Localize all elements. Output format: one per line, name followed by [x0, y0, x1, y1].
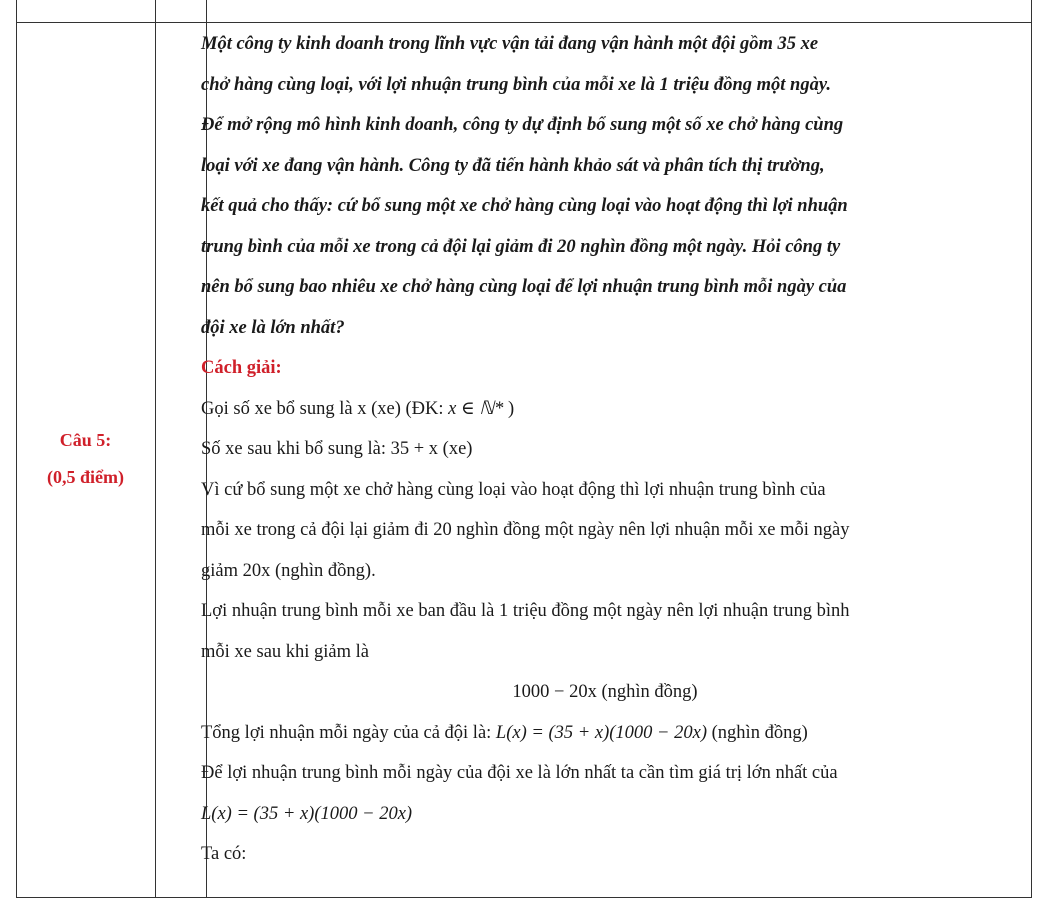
- solution-line: Ta có:: [201, 844, 247, 864]
- problem-line: chở hàng cùng loại, với lợi nhuận trung bình của mỗi xe là 1 triệu đồng một ngày.: [201, 74, 831, 95]
- math-expression: L(x) = (35 + x)(1000 − 20x): [495, 722, 708, 743]
- solution-line: Để lợi nhuận trung bình mỗi ngày của đội xe là lớn nhất ta cần tìm giá trị lớn nhất của: [201, 763, 838, 783]
- math-expression: x ∈ ℕ*: [448, 398, 504, 419]
- question-points: (0,5 điểm): [47, 467, 124, 487]
- solution-line: giảm 20x (nghìn đồng).: [201, 560, 376, 581]
- problem-line: trung bình của mỗi xe trong cả đội lại giảm đi 20 nghìn đồng một ngày. Hỏi công ty: [201, 236, 841, 257]
- table-border-top-row: [16, 22, 1032, 23]
- solution-line-total-profit: [201, 713, 1009, 754]
- table-border-bottom: [16, 897, 1032, 898]
- solution-line: Số xe sau khi bổ sung là: 35 + x (xe): [201, 439, 473, 459]
- table-border-right: [1031, 0, 1032, 898]
- solution-formula-centered: 1000 − 20x (nghìn đồng): [512, 682, 698, 702]
- problem-line: Để mở rộng mô hình kinh doanh, công ty dự định bổ sung một số xe chở hàng cùng: [201, 115, 844, 135]
- solution-line: mỗi xe sau khi giảm là: [201, 641, 370, 662]
- solution-text: Tổng lợi nhuận mỗi ngày của cả đội là:: [201, 722, 492, 743]
- solution-line: mỗi xe trong cả đội lại giảm đi 20 nghìn đồng một ngày nên lợi nhuận mỗi xe mỗi ngày: [201, 520, 850, 540]
- solution-text: ): [508, 398, 515, 419]
- solution-text: (nghìn đồng): [711, 722, 808, 743]
- problem-statement: [201, 24, 1009, 348]
- solution-line-variable: [201, 389, 1009, 430]
- solution-line: Lợi nhuận trung bình mỗi xe ban đầu là 1 triệu đồng một ngày nên lợi nhuận trung bình: [201, 601, 850, 621]
- problem-line: kết quả cho thấy: cứ bổ sung một xe chở hàng cùng loại vào hoạt động thì lợi nhuận: [201, 196, 848, 216]
- question-number: Câu 5:: [59, 430, 112, 450]
- solution-text: Gọi số xe bổ sung là x (xe) (ĐK:: [201, 398, 444, 419]
- problem-line: đội xe là lớn nhất?: [201, 317, 345, 338]
- content-cell: [201, 24, 1009, 875]
- solution-heading: Cách giải:: [201, 358, 282, 378]
- solution-line: Vì cứ bổ sung một xe chở hàng cùng loại vào hoạt động thì lợi nhuận trung bình của: [201, 479, 826, 500]
- problem-line: nên bổ sung bao nhiêu xe chở hàng cùng loại để lợi nhuận trung bình mỗi ngày của: [201, 277, 847, 297]
- problem-line: Một công ty kinh doanh trong lĩnh vực vận tải đang vận hành một đội gồm 35 xe: [201, 34, 819, 54]
- problem-line: loại với xe đang vận hành. Công ty đã tiến hành khảo sát và phân tích thị trường,: [201, 155, 825, 176]
- math-expression: L(x) = (35 + x)(1000 − 20x): [201, 803, 413, 824]
- question-label-cell: [16, 24, 155, 898]
- table-border-col1: [155, 0, 156, 898]
